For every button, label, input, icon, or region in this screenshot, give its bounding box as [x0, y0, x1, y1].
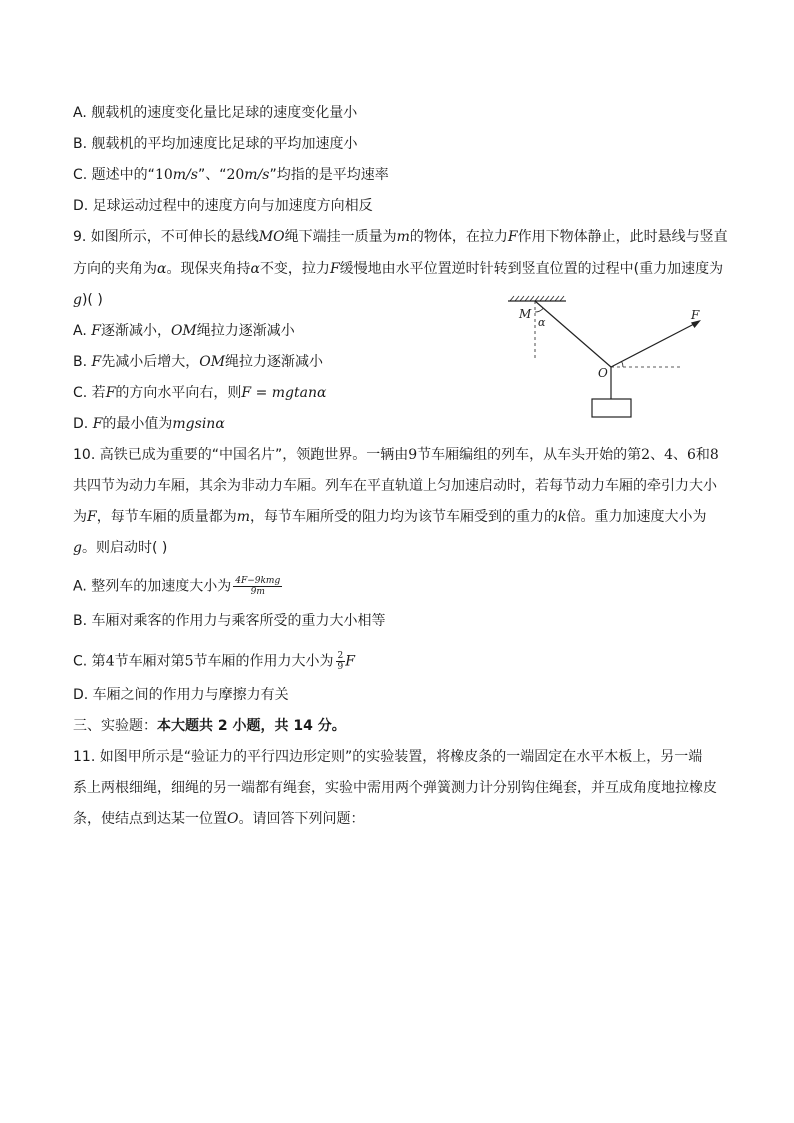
q10-option-d: D. 车厢之间的作用力与摩擦力有关 [73, 687, 289, 703]
q9-option-a [73, 322, 295, 340]
q10-stem-line2: 共四节为动力车厢，其余为非动力车厢。列车在平直轨道上匀加速启动时，若每节动力车厢的牵引力大小 [73, 478, 717, 494]
q9-force-diagram [500, 295, 715, 425]
q9-l1-c: 的物体，在拉力 [409, 229, 508, 245]
q8-option-c-u1: m/s [172, 167, 198, 183]
q9-l2-alpha2: α [250, 261, 260, 277]
q8-option-a: A. 舰载机的速度变化量比足球的速度变化量小 [73, 105, 358, 121]
q9-a-c: 绳拉力逐渐减小 [196, 323, 295, 339]
q9-d-eq: mgsinα [172, 416, 225, 432]
q10-l4-g: g [73, 540, 82, 556]
q10-stem-line4 [73, 539, 167, 557]
q9-a-b: 逐渐减小， [100, 323, 171, 339]
q8-option-c-v1: 10 [154, 167, 173, 183]
q10-c-5: 5 [184, 653, 194, 670]
q10-stem-line3 [73, 508, 706, 526]
q8-option-d: D. 足球运动过程中的速度方向与加速度方向相反 [73, 198, 373, 214]
q11-stem-line2: 系上两根细绳，细绳的另一端都有绳套，实验中需用两个弹簧测力计分别钩住绳套，并互成角度地拉橡皮 [73, 780, 717, 796]
q11-l3-b: 。请回答下列问题： [238, 811, 365, 827]
q10-option-a [73, 576, 282, 597]
q8-option-c-u2: m/s [244, 167, 270, 183]
q9-stem-line1 [73, 228, 728, 246]
q10-l1-nums: 2、4、6 [641, 447, 696, 463]
q8-option-c-post: ”均指的是平均速率 [269, 167, 389, 183]
q8-option-b: B. 舰载机的平均加速度比足球的平均加速度小 [73, 136, 358, 152]
q9-l1-b: 绳下端挂一质量为 [284, 229, 397, 245]
q9-l2-d: 缓慢地由水平位置逆时针转到竖直位置的过程中(重力加速度为 [339, 261, 724, 277]
q10-l1-c: 和 [695, 447, 710, 463]
q9-a-a: A. [73, 323, 92, 339]
q10-l1-9: 9 [408, 447, 418, 463]
q10-l3-f: F [87, 509, 97, 525]
q10-c-f: F [345, 653, 355, 670]
q9-l2-c: 不变，拉力 [259, 261, 330, 277]
string-mo [535, 301, 611, 367]
q8-option-c [73, 166, 389, 184]
q11-l3-o: O [227, 811, 239, 827]
section3-desc: 本大题共 2 小题，共 14 分。 [157, 718, 346, 734]
q10-c-num: 2 [337, 651, 344, 661]
q8-option-c-v2: 20 [226, 167, 245, 183]
q10-a-num: 4F−9kmg [235, 576, 281, 586]
q9-c-eq: F = mgtanα [241, 385, 327, 401]
q9-d-a: D. [73, 416, 93, 432]
q10-c-4: 4 [105, 653, 115, 670]
q10-l1-8: 8 [709, 447, 719, 463]
q10-c-a: C. 第 [73, 653, 106, 670]
q10-c-c: 节车厢的作用力大小为 [193, 653, 334, 670]
q10-l3-a: 为 [73, 509, 87, 525]
q10-l3-k: k [558, 509, 567, 525]
section3-title: 三、实验题： [73, 718, 157, 734]
q9-option-c [73, 384, 326, 402]
q9-l1-mo: MO [258, 229, 285, 245]
q9-a-f: F [91, 323, 101, 339]
label-alpha: α [538, 316, 546, 329]
q11-stem-line3 [73, 810, 364, 828]
q9-l1-f: F [507, 229, 518, 245]
q9-c-a: C. 若 [73, 385, 106, 401]
q9-l2-f: F [329, 261, 340, 277]
q10-l3-c: ，每节车厢所受的阻力均为该节车厢受到的重力的 [250, 509, 558, 525]
q9-b-f: F [91, 354, 102, 370]
q10-stem-line1 [73, 446, 719, 464]
q10-a-fraction [233, 576, 282, 597]
q10-c-b: 节车厢对第 [114, 653, 185, 670]
q11-l3-a: 条，使结点到达某一位置 [73, 811, 227, 827]
q9-l2-b: 。现保夹角持 [166, 261, 251, 277]
q10-option-c [73, 651, 355, 672]
q10-a-den: 9m [250, 587, 265, 597]
q9-stem-line2 [73, 260, 723, 278]
q9-option-b [73, 353, 323, 371]
q10-l1-a: 10. 高铁已成为重要的“中国名片”，领跑世界。一辆由 [73, 447, 409, 463]
q9-b-om: OM [199, 354, 226, 370]
hanging-block [592, 399, 631, 417]
q10-l3-m: m [236, 509, 250, 525]
force-f-arrow [611, 323, 696, 367]
q10-c-fraction [336, 651, 346, 672]
angle-arc-alpha [535, 308, 543, 312]
q10-c-den: 9 [337, 662, 344, 672]
q9-a-om: OM [170, 323, 197, 339]
q9-l3-b: )( ) [81, 292, 103, 308]
q9-l3-g: g [73, 292, 82, 308]
q9-d-f: F [92, 416, 103, 432]
label-m: M [519, 307, 532, 321]
section3-heading [73, 717, 346, 735]
q8-option-c-mid: ”、“ [197, 167, 227, 183]
label-f: F [691, 308, 700, 322]
q9-l2-a: 方向的夹角为 [73, 261, 157, 277]
q9-b-b: 先减小后增大， [101, 354, 200, 370]
q8-option-c-pre: C. 题述中的“ [73, 167, 155, 183]
q9-b-a: B. [73, 354, 92, 370]
q9-stem-line3 [73, 291, 103, 309]
q10-a-a: A. 整列车的加速度大小为 [73, 578, 232, 595]
label-o: O [598, 366, 608, 380]
ceiling-hatching [510, 296, 564, 301]
q10-option-b: B. 车厢对乘客的作用力与乘客所受的重力大小相等 [73, 613, 386, 629]
q10-l4-b: 。则启动时( ) [81, 540, 168, 556]
q9-b-c: 绳拉力逐渐减小 [225, 354, 324, 370]
q9-l1-d: 作用下物体静止，此时悬线与竖直 [517, 229, 728, 245]
q9-l1-m: m [396, 229, 410, 245]
q11-stem-line1: 11. 如图甲所示是“验证力的平行四边形定则”的实验装置，将橡皮条的一端固定在水平木板上，另一端 [73, 749, 703, 765]
q9-l2-alpha: α [157, 261, 167, 277]
q9-l1-a: 9. 如图所示，不可伸长的悬线 [73, 229, 259, 245]
q10-l3-b: ，每节车厢的质量都为 [96, 509, 237, 525]
q10-l1-b: 节车厢编组的列车，从车头开始的第 [417, 447, 642, 463]
q9-d-b: 的最小值为 [102, 416, 173, 432]
q9-c-f: F [105, 385, 116, 401]
q9-c-b: 的方向水平向右，则 [115, 385, 242, 401]
q9-option-d [73, 415, 225, 433]
q10-l3-d: 倍。重力加速度大小为 [566, 509, 707, 525]
